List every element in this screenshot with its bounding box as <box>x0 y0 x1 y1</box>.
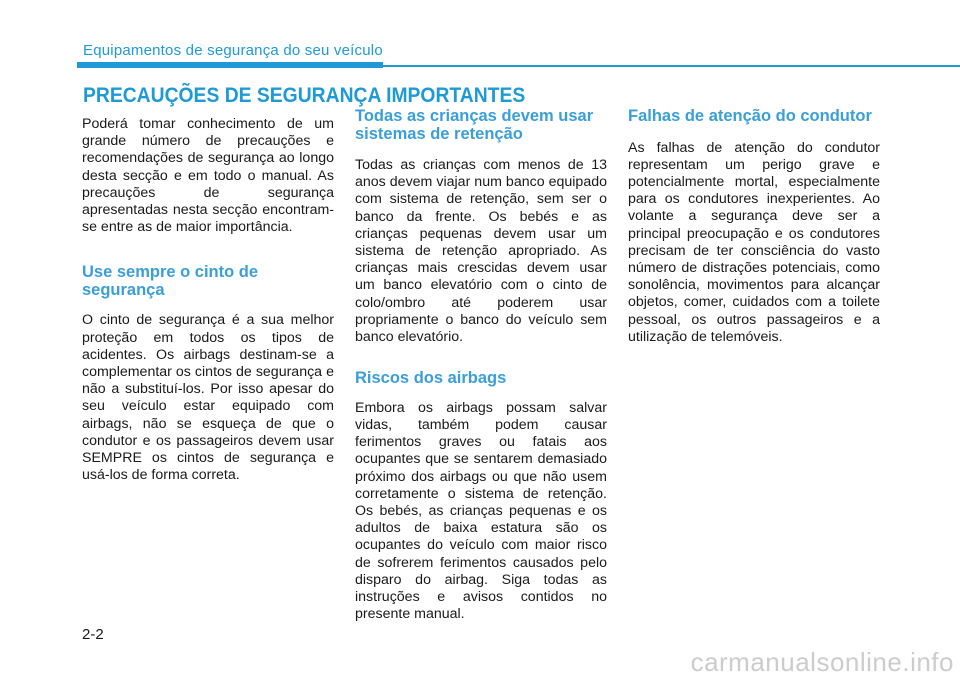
header-rule-thick <box>77 62 383 68</box>
page-number: 2-2 <box>82 626 104 643</box>
column-3 <box>628 107 880 346</box>
child-restraint-heading: Todas as crianças devem usar sistemas de retenção <box>355 107 594 143</box>
airbag-risk-heading: Riscos dos airbags <box>355 369 507 388</box>
airbag-risk-paragraph: Embora os airbags possam salvar vidas, também podem causar ferimentos graves ou fatais aos ocupantes que se sentarem demasiado próximo dos airbags ou que não usem corretamente o sistema de retenção. Os bebés, as crianças pequenas e os adultos de baixa estatura são os ocupantes do veículo com maior risco de sofrerem ferimentos causados pelo disparo do airbag. Siga todas as instruções e avisos contidos no presente manual. <box>355 399 607 623</box>
watermark: carmanualsonline.info <box>690 647 954 677</box>
column-1 <box>82 116 334 484</box>
driver-distraction-paragraph: As falhas de atenção do condutor representam um perigo grave e potencialmente mortal, especialmente para os condutores inexperientes. Ao volante a segurança deve ser a principal preocupação e os condutores precisam de ter consciência do vasto número de distrações potenciais, como sonolência, movimentos para alcançar objetos, comer, cuidados com a toilete pessoal, os outros passageiros e a utilização de telemóveis. <box>628 139 880 345</box>
driver-distraction-heading: Falhas de atenção do condutor <box>628 107 872 125</box>
seatbelt-heading: Use sempre o cinto de segurança <box>82 263 259 299</box>
header-rule-thin <box>383 65 960 67</box>
intro-paragraph: Poderá tomar conhecimento de um grande número de precauções e recomendações de segurança ao longo desta secção e em todo o manual. As precauções de segurança apresentadas nesta secção encontram-se entre as de maior importância. <box>82 116 334 236</box>
section-header-title: Equipamentos de segurança do seu veículo <box>83 42 383 59</box>
column-2 <box>355 107 607 623</box>
page-title: PRECAUÇÕES DE SEGURANÇA IMPORTANTES <box>83 84 526 107</box>
seatbelt-paragraph: O cinto de segurança é a sua melhor proteção em todos os tipos de acidentes. Os airbags destinam-se a complementar os cintos de segurança e não a substituí-los. Por isso apesar do seu veículo estar equipado com airbags, não se esqueça de que o condutor e os passageiros devem usar SEMPRE os cintos de segurança e usá-los de forma correta. <box>82 312 334 484</box>
child-restraint-paragraph: Todas as crianças com menos de 13 anos devem viajar num banco equipado com sistema de retenção, sem ser o banco da frente. Os bebés e as crianças pequenas devem usar um sistema de retenção apropriado. As crianças mais crescidas devem usar um banco elevatório com o cinto de colo/ombro até poderem usar propriamente o banco do veículo sem banco elevatório. <box>355 157 607 346</box>
